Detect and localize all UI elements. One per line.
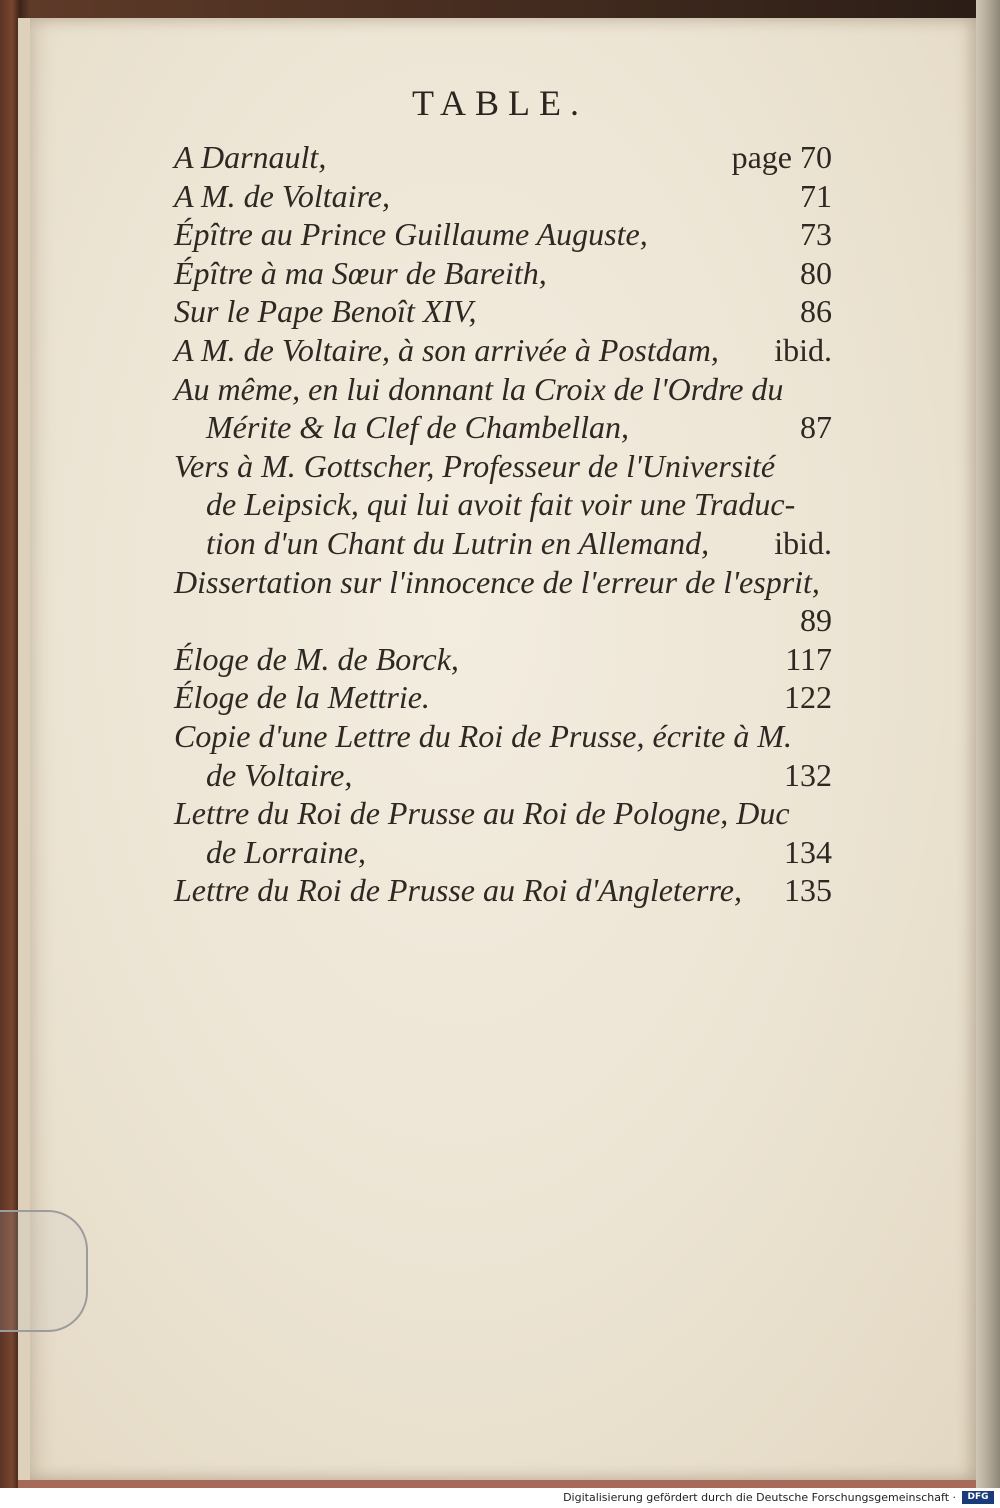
toc-entry-page: 86 bbox=[800, 293, 832, 330]
toc-entry bbox=[174, 447, 832, 486]
toc-entry-page: 135 bbox=[784, 872, 832, 909]
toc-entry-title: Lettre du Roi de Prusse au Roi d'Angleterre, bbox=[174, 872, 742, 909]
toc-entry bbox=[174, 177, 832, 216]
toc-entry-title: Épître au Prince Guillaume Auguste, bbox=[174, 216, 648, 253]
toc-entry-page: 80 bbox=[800, 254, 832, 291]
toc-entry bbox=[174, 717, 832, 756]
toc-entry-title: tion d'un Chant du Lutrin en Allemand, bbox=[206, 524, 710, 561]
toc-entry bbox=[174, 370, 832, 409]
toc-entry bbox=[174, 331, 832, 370]
toc-entry-title: de Leipsick, qui lui avoit fait voir une Traduc- bbox=[206, 486, 796, 523]
toc-entry bbox=[174, 215, 832, 254]
toc-entry-continuation bbox=[174, 524, 832, 563]
toc-entry bbox=[174, 794, 832, 833]
toc-entry bbox=[174, 640, 832, 679]
toc-entry-continuation bbox=[174, 408, 832, 447]
toc-entry-page: 122 bbox=[784, 679, 832, 716]
toc-entry bbox=[174, 563, 832, 602]
toc-entry bbox=[174, 254, 832, 293]
toc-entry-page: ibid. bbox=[774, 524, 832, 561]
toc-entry-page: 87 bbox=[800, 409, 832, 446]
toc-entry-continuation bbox=[174, 833, 832, 872]
toc-entry-page: page 70 bbox=[731, 139, 832, 175]
toc-entry-title: A Darnault, bbox=[174, 139, 327, 175]
toc-entry-title: A M. de Voltaire, bbox=[174, 177, 390, 214]
toc-entry-page: 132 bbox=[784, 756, 832, 793]
toc-entry-title: Dissertation sur l'innocence de l'erreur de l'esprit, bbox=[174, 563, 820, 600]
toc-entry-continuation bbox=[174, 756, 832, 795]
toc-entry-title: Sur le Pape Benoît XIV, bbox=[174, 293, 477, 330]
toc-entry-title: Copie d'une Lettre du Roi de Prusse, écrite à M. bbox=[174, 717, 792, 754]
toc-entry bbox=[174, 678, 832, 717]
toc-entry-title: A M. de Voltaire, à son arrivée à Postdam, bbox=[174, 331, 719, 368]
toc-entry-page: 134 bbox=[784, 833, 832, 870]
toc-entry-continuation bbox=[174, 601, 832, 640]
footer-credit: Digitalisierung gefördert durch die Deutsche Forschungsgemeinschaft · bbox=[563, 1491, 956, 1504]
toc-entry-title: de Lorraine, bbox=[206, 833, 366, 870]
toc-entry-page: 117 bbox=[785, 640, 832, 677]
page-clip-icon bbox=[0, 1210, 88, 1332]
toc-entry-title: Mérite & la Clef de Chambellan, bbox=[206, 409, 630, 446]
toc-entry bbox=[174, 138, 832, 177]
toc-entry-page: 89 bbox=[800, 602, 832, 639]
toc-entry-title: Éloge de M. de Borck, bbox=[174, 640, 459, 677]
toc-entry-title: Épître à ma Sœur de Bareith, bbox=[174, 254, 547, 291]
toc-entry-page: 73 bbox=[800, 216, 832, 253]
dfg-logo-icon: DFG bbox=[962, 1491, 994, 1504]
toc-entry bbox=[174, 871, 832, 910]
toc-entry-page: ibid. bbox=[774, 331, 832, 368]
toc-entry-page: 71 bbox=[800, 177, 832, 214]
toc-entry-title: Vers à M. Gottscher, Professeur de l'Université bbox=[174, 447, 776, 484]
page-title: TABLE. bbox=[411, 83, 589, 123]
toc-entry bbox=[174, 292, 832, 331]
page-edge bbox=[976, 0, 1000, 1508]
toc-entry-continuation bbox=[174, 485, 832, 524]
toc-entry-title: de Voltaire, bbox=[206, 756, 353, 793]
toc-entry-title: Au même, en lui donnant la Croix de l'Ordre du bbox=[174, 370, 784, 407]
toc-entry-title: Lettre du Roi de Prusse au Roi de Pologne, Duc bbox=[174, 795, 790, 832]
digitization-footer bbox=[0, 1488, 1000, 1508]
table-of-contents bbox=[174, 138, 832, 910]
page-bottom-edge bbox=[18, 1480, 976, 1488]
toc-entry-title: Éloge de la Mettrie. bbox=[174, 679, 430, 716]
